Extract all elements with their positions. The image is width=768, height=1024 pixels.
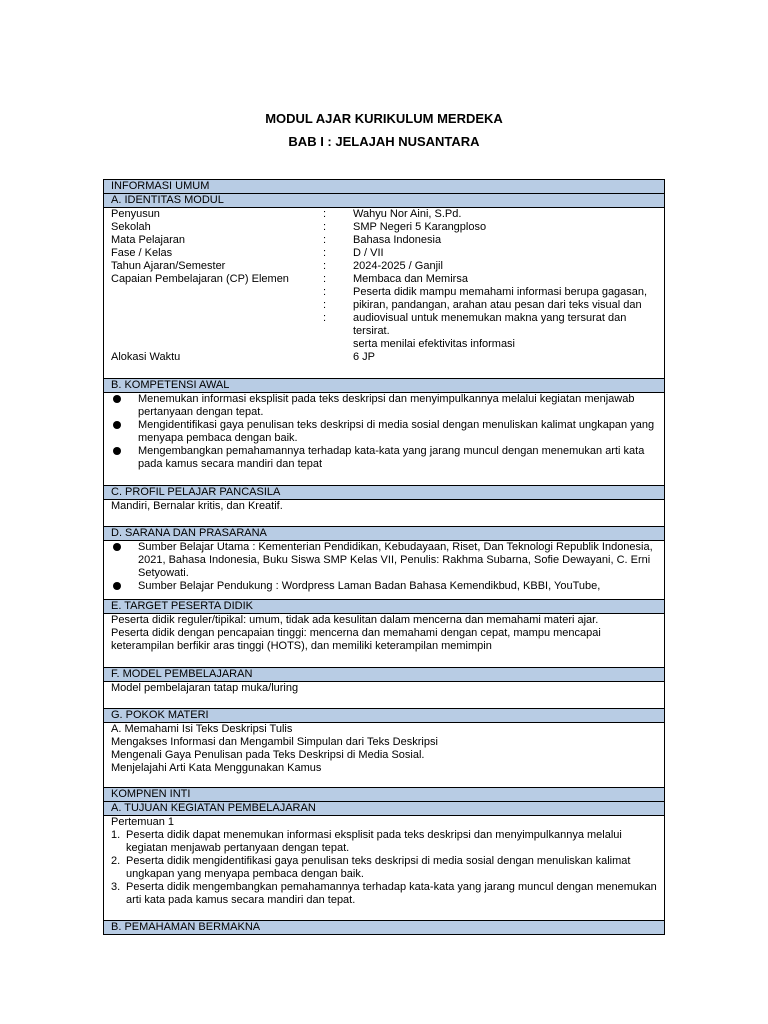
identitas-row xyxy=(111,351,657,364)
identitas-colon: : xyxy=(323,286,327,298)
tujuan-section xyxy=(104,816,664,921)
profil-section xyxy=(104,500,664,527)
tujuan-text: Peserta didik mengidentifikasi gaya penulisan teks deskripsi di media sosial dengan menuliskan kalimat ungkapan yang menyapa pembaca dengan baik. xyxy=(126,855,631,880)
identitas-value: Bahasa Indonesia xyxy=(353,234,442,246)
identitas-label: Tahun Ajaran/Semester xyxy=(111,260,226,272)
identitas-colon: : xyxy=(323,247,327,259)
bullet-icon xyxy=(113,447,121,455)
tujuan-intro: Pertemuan 1 xyxy=(111,816,174,828)
profil-text: Mandiri, Bernalar kritis, dan Kreatif. xyxy=(111,500,283,512)
identitas-value: SMP Negeri 5 Karangploso xyxy=(353,221,487,233)
identitas-colon: : xyxy=(323,312,327,324)
tujuan-item xyxy=(111,855,657,881)
identitas-colon: : xyxy=(323,273,327,285)
target-line: Peserta didik dengan pencapaian tinggi: mencerna dan memahami dengan cepat, mampu mencapai keterampilan berfikir aras tinggi (HOTS), dan memiliki keterampilan memimpin xyxy=(111,627,601,652)
tujuan-item xyxy=(111,881,657,907)
kompetensi-section xyxy=(104,393,664,486)
identitas-colon: : xyxy=(323,260,327,272)
bullet-item xyxy=(111,580,657,593)
identitas-colon: : xyxy=(323,221,327,233)
tujuan-text: Peserta didik dapat menemukan informasi eksplisit pada teks deskripsi dan menyimpulkannya melalui kegiatan menjawab pertanyaan dengan tepat. xyxy=(126,829,622,854)
identitas-value: serta menilai efektivitas informasi xyxy=(353,338,516,350)
model-section xyxy=(104,682,664,709)
section-header-sarana: D. SARANA DAN PRASARANA xyxy=(104,527,664,541)
bullet-item xyxy=(111,445,657,471)
identitas-row xyxy=(111,208,657,221)
identitas-row xyxy=(111,312,657,338)
identitas-row xyxy=(111,234,657,247)
identitas-label xyxy=(111,299,323,312)
tujuan-text: Peserta didik mengembangkan pemahamannya terhadap kata-kata yang jarang muncul dengan menemukan arti kata pada kamus secara mandiri dan tepat. xyxy=(126,881,657,906)
pokok-section xyxy=(104,723,664,788)
module-table xyxy=(103,179,665,935)
identitas-row xyxy=(111,299,657,312)
identitas-colon: : xyxy=(323,299,327,311)
identitas-value: 2024-2025 / Ganjil xyxy=(353,260,443,272)
identitas-colon xyxy=(323,351,353,364)
bullet-text: Mengembangkan pemahamannya terhadap kata-kata yang jarang muncul dengan menemukan arti kata pada kamus secara mandiri dan tepat xyxy=(138,445,645,470)
identitas-label: Mata Pelajaran xyxy=(111,234,185,246)
identitas-colon: : xyxy=(323,208,327,220)
pokok-line: A. Memahami Isi Teks Deskripsi Tulis xyxy=(111,723,293,735)
document-subtitle: BAB I : JELAJAH NUSANTARA xyxy=(288,134,480,149)
tujuan-number: 3. xyxy=(111,881,121,893)
identitas-label: Capaian Pembelajaran (CP) Elemen xyxy=(111,273,289,285)
tujuan-number: 2. xyxy=(111,855,121,867)
identitas-label xyxy=(111,286,323,299)
section-header-tujuan: A. TUJUAN KEGIATAN PEMBELAJARAN xyxy=(104,802,664,816)
pokok-line: Mengenali Gaya Penulisan pada Teks Deskripsi di Media Sosial. xyxy=(111,749,425,761)
identitas-value: Membaca dan Memirsa xyxy=(353,273,468,285)
pokok-line: Menjelajahi Arti Kata Menggunakan Kamus xyxy=(111,762,322,774)
bullet-icon xyxy=(113,543,121,551)
identitas-label: Alokasi Waktu xyxy=(111,351,181,363)
bullet-text: Sumber Belajar Pendukung : Wordpress Laman Badan Bahasa Kemendikbud, KBBI, YouTube, xyxy=(138,580,601,592)
identitas-row xyxy=(111,338,657,351)
identitas-value: D / VII xyxy=(353,247,384,259)
section-header-pokok: G. POKOK MATERI xyxy=(104,709,664,723)
bullet-item xyxy=(111,393,657,419)
identitas-row xyxy=(111,260,657,273)
model-text: Model pembelajaran tatap muka/luring xyxy=(111,682,299,694)
section-header-profil: C. PROFIL PELAJAR PANCASILA xyxy=(104,486,664,500)
bullet-text: Menemukan informasi eksplisit pada teks deskripsi dan menyimpulkannya melalui kegiatan menjawab pertanyaan dengan tepat. xyxy=(138,393,635,418)
tujuan-number: 1. xyxy=(111,829,121,841)
identitas-colon: : xyxy=(323,234,327,246)
identitas-section xyxy=(104,208,664,379)
identitas-row xyxy=(111,286,657,299)
identitas-value: Peserta didik mampu memahami informasi berupa gagasan, xyxy=(353,286,648,298)
identitas-label: Fase / Kelas xyxy=(111,247,173,259)
bullet-text: Sumber Belajar Utama : Kementerian Pendidikan, Kebudayaan, Riset, Dan Teknologi Republik Indonesia, 2021, Bahasa Indonesia, Buku Siswa SMP Kelas VII, Penulis: Rakhma Subarna, Sofie Dewayani, C. Erni Setyowati. xyxy=(138,541,653,579)
bullet-icon xyxy=(113,582,121,590)
bullet-icon xyxy=(113,395,121,403)
identitas-label xyxy=(111,338,323,351)
section-header-model: F. MODEL PEMBELAJARAN xyxy=(104,668,664,682)
section-header-target: E. TARGET PESERTA DIDIK xyxy=(104,600,664,614)
section-header-pemahaman: B. PEMAHAMAN BERMAKNA xyxy=(104,921,664,934)
section-header-identitas: A. IDENTITAS MODUL xyxy=(104,194,664,208)
bullet-text: Mengidentifikasi gaya penulisan teks deskripsi di media sosial dengan menuliskan kalimat ungkapan yang menyapa pembaca dengan baik. xyxy=(138,419,655,444)
sarana-section xyxy=(104,541,664,600)
bullet-item xyxy=(111,419,657,445)
identitas-colon xyxy=(323,338,353,351)
section-header-informasi-umum: INFORMASI UMUM xyxy=(104,180,664,194)
identitas-value: Wahyu Nor Aini, S.Pd. xyxy=(353,208,462,220)
section-header-komponen-inti: KOMPNEN INTI xyxy=(104,788,664,802)
identitas-value: 6 JP xyxy=(353,351,376,363)
target-line: Peserta didik reguler/tipikal: umum, tidak ada kesulitan dalam mencerna dan memahami materi ajar. xyxy=(111,614,599,626)
bullet-item xyxy=(111,541,657,580)
identitas-value: pikiran, pandangan, arahan atau pesan dari teks visual dan xyxy=(353,299,642,311)
identitas-label: Sekolah xyxy=(111,221,151,233)
tujuan-item xyxy=(111,829,657,855)
pokok-line: Mengakses Informasi dan Mengambil Simpulan dari Teks Deskripsi xyxy=(111,736,438,748)
identitas-row xyxy=(111,221,657,234)
identitas-label: Penyusun xyxy=(111,208,160,220)
bullet-icon xyxy=(113,421,121,429)
identitas-row xyxy=(111,273,657,286)
identitas-row xyxy=(111,247,657,260)
identitas-value: audiovisual untuk menemukan makna yang tersurat dan tersirat. xyxy=(353,312,627,337)
section-header-kompetensi: B. KOMPETENSI AWAL xyxy=(104,379,664,393)
document-title: MODUL AJAR KURIKULUM MERDEKA xyxy=(265,111,503,126)
identitas-label xyxy=(111,312,323,338)
target-section xyxy=(104,614,664,668)
